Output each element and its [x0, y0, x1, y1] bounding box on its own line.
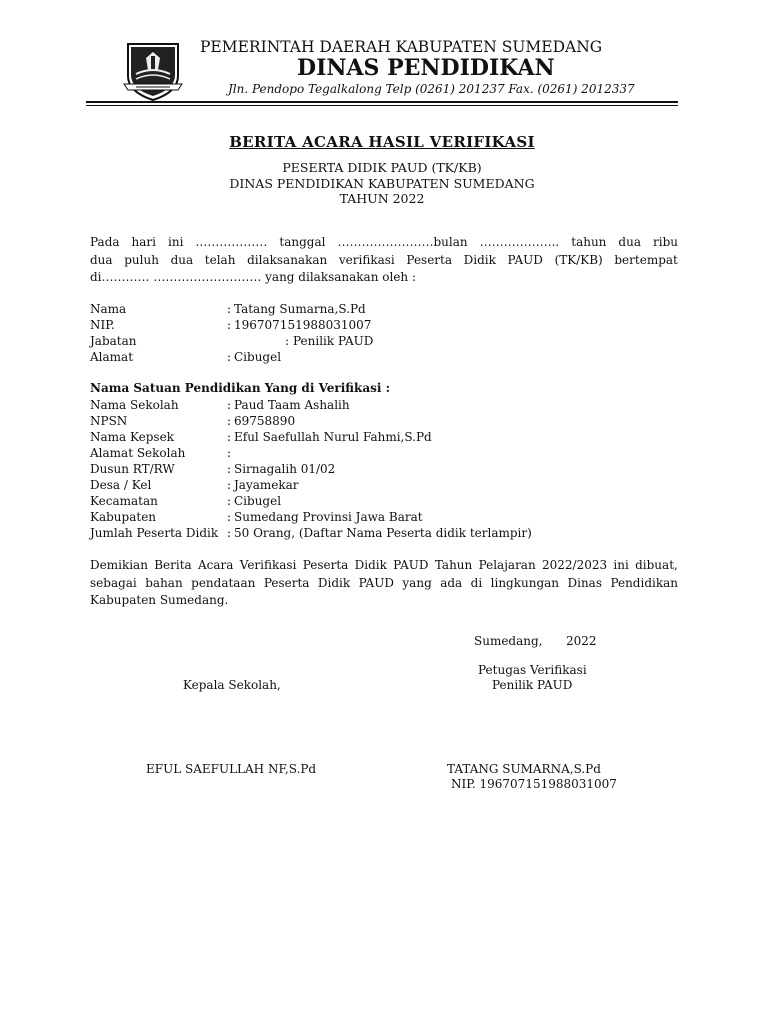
- field-value: Jayamekar: [234, 478, 299, 492]
- intro-line: di………… ……………………… yang dilaksanakan oleh :: [90, 270, 417, 284]
- document-title: BERITA ACARA HASIL VERIFIKASI: [229, 133, 535, 151]
- field-label: Alamat: [90, 350, 134, 364]
- field-label: Jumlah Peserta Didik: [90, 526, 219, 540]
- document-page: PEMERINTAH DAERAH KABUPATEN SUMEDANG DINAS PENDIDIKAN Jln. Pendopo Tegalkalong Telp (0261) 201237 Fax. (0261) 2012337 BERITA ACARA HASIL VERIFIKASI PESERTA DIDIK PAUD (TK/KB) DINAS PENDIDIKAN KABUPATEN SUMEDANG TAHUN 2022 Pada hari ini ……………… tanggal ……………………bulan ……………….. tahun dua ribu dua puluh dua telah dilaksanakan verifikasi Peserta Didik PAUD (TK/KB) bertempat di………… ……………………… yang dilaksanakan oleh : Nama : Tatang Sumarna,S.Pd NIP. : 196707151988031007 Jabatan : Penilik PAUD Alamat : Cibugel Nama Satuan Pendidikan Yang di Verifikasi : Nama Sekolah : Paud Taam Ashalih NPSN : 69758890 Nama Kepsek : Eful Saefullah Nurul Fahmi,S.Pd Alamat Sekolah : Dusun RT/RW : Sirnagalih 01/02 Desa / Kel : Jayamekar Kecamatan : Cibugel Kabupaten : Sumedang Provinsi Jawa Barat Jumlah Peserta Didik : 50 Orang, (Daftar Nama Peserta didik terlampir) Demikian Berita Acara Verifikasi Peserta Didik PAUD Tahun Pelajaran 2022/2023 ini dibuat, sebagai bahan pendataan Peserta Didik PAUD yang ada di lingkungan Dinas Pendidikan Kabupaten Sumedang. Sumedang, 2022 Petugas Verifikasi Penilik PAUD Kepala Sekolah, EFUL SAEFULLAH NF,S.Pd TATANG SUMARNA,S.Pd NIP. 196707151988031007: [0, 0, 768, 1024]
- closing-line: Demikian Berita Acara Verifikasi Peserta Didik PAUD Tahun Pelajaran 2022/2023 ini dibuat,: [90, 558, 678, 572]
- closing-line: Kabupaten Sumedang.: [90, 593, 229, 607]
- field-label: Desa / Kel: [90, 478, 152, 492]
- field-label: NIP.: [90, 318, 115, 332]
- signature-place: Sumedang,: [474, 634, 543, 648]
- letterhead-agency: DINAS PENDIDIKAN: [297, 55, 555, 81]
- subtitle-line: DINAS PENDIDIKAN KABUPATEN SUMEDANG: [229, 176, 535, 191]
- field-label: Dusun RT/RW: [90, 462, 175, 476]
- field-value: 196707151988031007: [234, 318, 372, 332]
- letterhead-rule-thin: [86, 105, 678, 106]
- field-value: Penilik PAUD: [293, 334, 374, 348]
- regency-logo: [122, 40, 184, 102]
- letterhead-address: Jln. Pendopo Tegalkalong Telp (0261) 201237 Fax. (0261) 2012337: [228, 82, 635, 96]
- field-value: Paud Taam Ashalih: [234, 398, 350, 412]
- field-label: Jabatan: [90, 334, 137, 348]
- field-value: Cibugel: [234, 494, 282, 508]
- letterhead-government: PEMERINTAH DAERAH KABUPATEN SUMEDANG: [200, 38, 603, 56]
- field-value: Cibugel: [234, 350, 282, 364]
- subtitle-line: PESERTA DIDIK PAUD (TK/KB): [282, 160, 482, 175]
- field-value: Sumedang Provinsi Jawa Barat: [234, 510, 423, 524]
- principal-role: Kepala Sekolah,: [183, 678, 281, 692]
- intro-line: Pada hari ini ……………… tanggal ……………………bulan ……………….. tahun dua ribu: [90, 235, 678, 249]
- closing-paragraph: [90, 557, 678, 610]
- field-label: Kecamatan: [90, 494, 158, 508]
- field-value: Sirnagalih 01/02: [234, 462, 336, 476]
- field-value: 69758890: [234, 414, 296, 428]
- school-section-title: Nama Satuan Pendidikan Yang di Verifikasi :: [90, 381, 391, 395]
- field-label: NPSN: [90, 414, 128, 428]
- intro-line: dua puluh dua telah dilaksanakan verifikasi Peserta Didik PAUD (TK/KB) bertempat: [90, 252, 678, 267]
- verifier-name: TATANG SUMARNA,S.Pd: [447, 762, 601, 776]
- field-value: Tatang Sumarna,S.Pd: [234, 302, 366, 316]
- intro-paragraph: [90, 234, 678, 287]
- letterhead-rule-thick: [86, 101, 678, 103]
- field-value: Eful Saefullah Nurul Fahmi,S.Pd: [234, 430, 432, 444]
- verifier-title: Penilik PAUD: [492, 678, 573, 692]
- verifier-nip: NIP. 196707151988031007: [451, 777, 617, 791]
- field-label: Kabupaten: [90, 510, 157, 524]
- closing-line: sebagai bahan pendataan Peserta Didik PAUD yang ada di lingkungan Dinas Pendidikan: [90, 575, 678, 590]
- field-label: Nama Kepsek: [90, 430, 174, 444]
- field-label: Nama Sekolah: [90, 398, 179, 412]
- field-label: Alamat Sekolah: [90, 446, 186, 460]
- field-value: 50 Orang, (Daftar Nama Peserta didik terlampir): [234, 526, 532, 540]
- principal-name: EFUL SAEFULLAH NF,S.Pd: [146, 762, 317, 776]
- field-label: Nama: [90, 302, 127, 316]
- verifier-role: Petugas Verifikasi: [478, 663, 587, 677]
- subtitle-line: TAHUN 2022: [339, 191, 425, 206]
- signature-year: 2022: [566, 634, 597, 648]
